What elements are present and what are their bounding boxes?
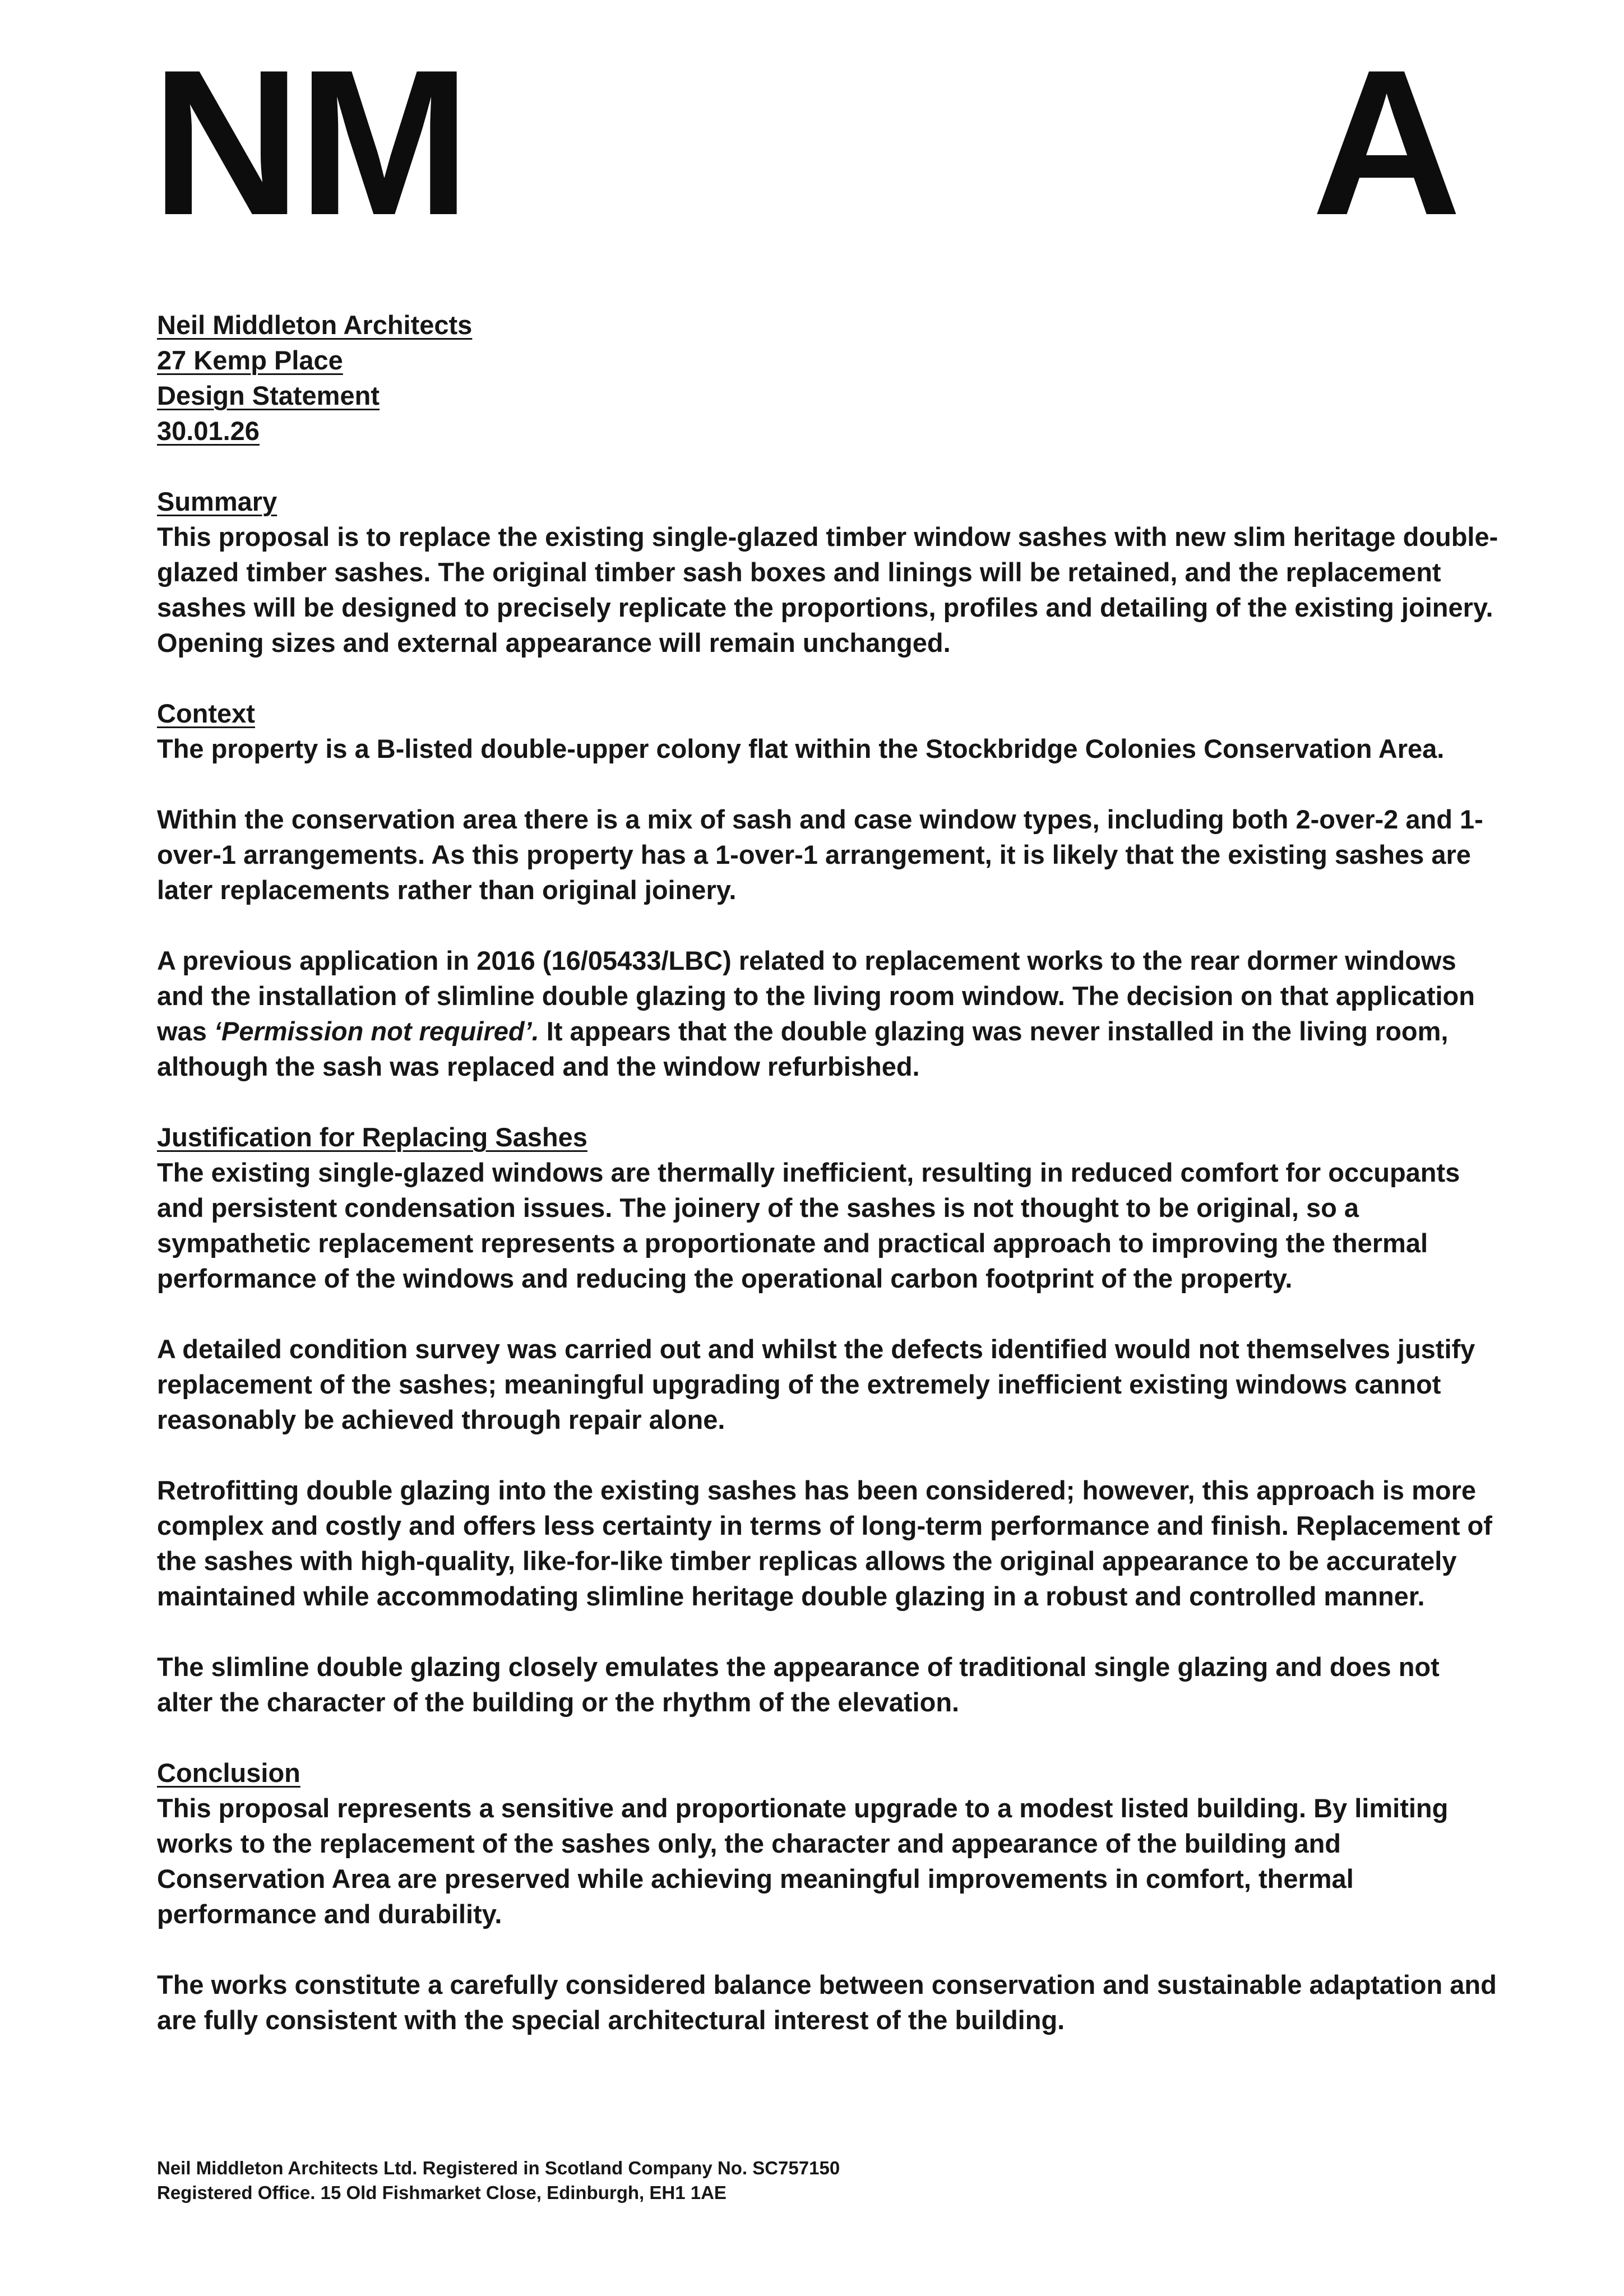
justification-paragraph-2: A detailed condition survey was carried out and whilst the defects identified would not themselves justify replacement of the sashes; meaningful upgrading of the extremely inefficient existing windows cannot reasonably be achieved through repair alone. (157, 1334, 1475, 1434)
logo-monogram-a: A (1312, 27, 1459, 258)
context-paragraph-3 (157, 943, 1502, 1084)
context-heading: Context (157, 698, 255, 728)
project-address: 27 Kemp Place (157, 345, 343, 375)
document-type: Design Statement (157, 381, 380, 410)
justification-paragraph-1: The existing single-glazed windows are thermally inefficient, resulting in reduced comfort for occupants and persistent condensation issues. The joinery of the sashes is not thought to be original, so a sympathetic replacement represents a proportionate and practical approach to improving the thermal performance of the windows and reducing the operational carbon footprint of the property. (157, 1158, 1460, 1293)
context-p3-text-after: It appears that the double glazing was never installed in the living room, although the sash was replaced and the window refurbished. (157, 1016, 1449, 1081)
footer-office-address: Registered Office. 15 Old Fishmarket Close, Edinburgh, EH1 1AE (157, 2182, 727, 2203)
context-p3-text-before: A previous application in 2016 (16/05433/LBC) related to replacement works to the rear dormer windows and the installation of slimline double glazing to the living room window. The decision on that application was (157, 946, 1475, 1046)
decision-quote: ‘Permission not required’. (214, 1016, 539, 1046)
conclusion-paragraph-1: This proposal represents a sensitive and proportionate upgrade to a modest listed building. By limiting works to the replacement of the sashes only, the character and appearance of the building and Conservation Area are preserved while achieving meaningful improvements in comfort, thermal performance and durability. (157, 1793, 1449, 1929)
conclusion-heading: Conclusion (157, 1758, 300, 1788)
justification-heading: Justification for Replacing Sashes (157, 1122, 587, 1152)
page-footer (157, 2156, 840, 2205)
document-date: 30.01.26 (157, 416, 260, 446)
justification-paragraph-3: Retrofitting double glazing into the existing sashes has been considered; however, this approach is more complex and costly and offers less certainty in terms of long-term performance and finish. Replacement of the sashes with high-quality, like-for-like timber replicas allows the original appearance to be accurately maintained while accommodating slimline heritage double glazing in a robust and controlled manner. (157, 1475, 1492, 1611)
summary-heading: Summary (157, 487, 277, 516)
summary-paragraph: This proposal is to replace the existing single-glazed timber window sashes with new slim heritage double-glazed timber sashes. The original timber sash boxes and linings will be retained, and the replacement sashes will be designed to precisely replicate the proportions, profiles and detailing of the existing joinery. Opening sizes and external appearance will remain unchanged. (157, 522, 1498, 658)
document-body (157, 307, 1502, 2038)
justification-paragraph-4: The slimline double glazing closely emulates the appearance of traditional single glazing and does not alter the character of the building or the rhythm of the elevation. (157, 1652, 1440, 1717)
firm-name: Neil Middleton Architects (157, 310, 473, 340)
footer-registration: Neil Middleton Architects Ltd. Registered in Scotland Company No. SC757150 (157, 2158, 840, 2178)
logo-monogram-nm: NM (151, 27, 468, 258)
conclusion-paragraph-2: The works constitute a carefully considered balance between conservation and sustainable adaptation and are fully consistent with the special architectural interest of the building. (157, 1970, 1497, 2035)
context-paragraph-1: The property is a B-listed double-upper colony flat within the Stockbridge Colonies Conservation Area. (157, 734, 1445, 763)
context-paragraph-2: Within the conservation area there is a mix of sash and case window types, including both 2-over-2 and 1-over-1 arrangements. As this property has a 1-over-1 arrangement, it is likely that the existing sashes are later replacements rather than original joinery. (157, 804, 1483, 905)
